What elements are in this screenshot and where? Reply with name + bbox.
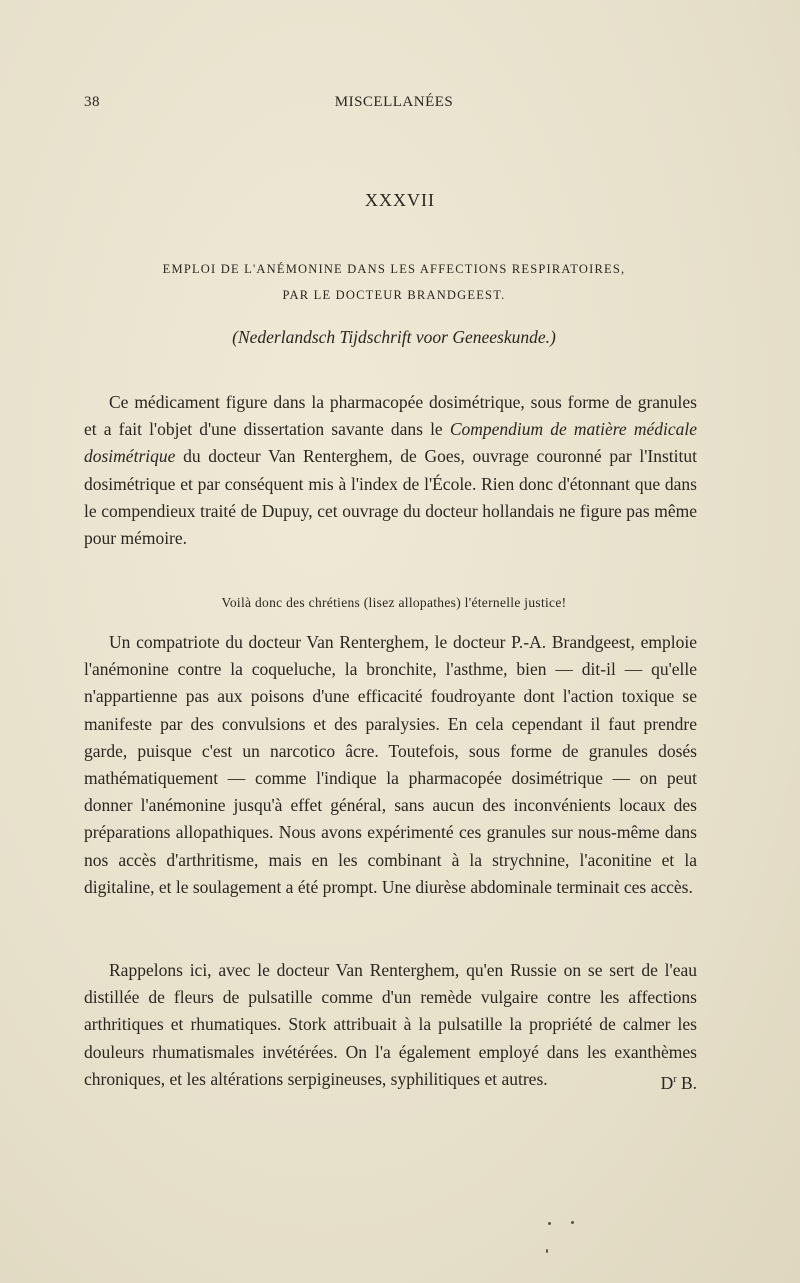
article-title (84, 256, 704, 308)
paragraph-1-text-a: Ce médicament figure dans la pharmacopée dosimétrique, sous forme de granules et a fait l'objet d'une dissertation savante dans le (84, 392, 697, 440)
article-title-line-1: EMPLOI DE L'ANÉMONINE DANS LES AFFECTIONS RESPIRATOIRES, (162, 262, 626, 276)
paragraph-1 (84, 389, 697, 552)
article-number: XXXVII (365, 190, 435, 210)
paragraph-2: Un compatriote du docteur Van Renterghem, le docteur P.-A. Brandgeest, emploie l'anémonine contre la coqueluche, la bronchite, l'asthme, bien — dit-il — qu'elle n'appartienne pas aux poisons d'une efficacité foudroyante dont l'action toxique se manifeste par des convulsions et des paralysies. En cela cependant il faut prendre garde, puisque c'est un narcotico âcre. Toutefois, sous forme de granules dosés mathématiquement — comme l'indique la pharmacopée dosimétrique — on peut donner l'anémonine jusqu'à effet général, sans aucun des inconvénients locaux des préparations allopathiques. Nous avons expérimenté ces granules sur nous-même dans nos accès d'arthritisme, mais en les combinant à la strychnine, l'aconitine et la digitaline, et le soulagement a été prompt. Une diurèse abdominale terminait ces accès. (84, 632, 697, 897)
paragraph-1-italic-title: Compendium de matière médicale dosimétrique (84, 419, 697, 467)
paragraph-1-text-b: du docteur Van Renterghem, de Goes, ouvrage couronné par l'Institut dosimétrique et par conséquent mis à l'index de l'École. Rien donc d'étonnant que dans le compendieux traité de Dupuy, cet ouvrage du docteur hollandais ne figure pas même pour mémoire. (84, 446, 697, 549)
article-source: (Nederlandsch Tijdschrift voor Geneeskunde.) (232, 327, 556, 347)
signature-superscript: r (673, 1073, 677, 1085)
signature-prefix: D (660, 1072, 674, 1093)
editorial-note: Voilà donc des chrétiens (lisez allopathes) l'éternelle justice! (221, 595, 567, 610)
paper-speck (571, 1221, 574, 1224)
paragraph-3-text: Rappelons ici, avec le docteur Van Renterghem, qu'en Russie on se sert de l'eau distillée de fleurs de pulsatille comme d'un remède vulgaire contre les affections arthritiques et rhumatiques. Stork attribuait à la pulsatille la propriété de calmer les douleurs rhumatismales invétérées. On l'a également employé dans les exanthèmes chroniques, et les altérations serpigineuses, syphilitiques et autres. (84, 960, 697, 1089)
paper-speck (548, 1222, 551, 1225)
signature-name: B. (676, 1072, 697, 1093)
article-title-line-2: PAR LE DOCTEUR BRANDGEEST. (282, 288, 506, 302)
page-number: 38 (84, 94, 100, 110)
running-title: MISCELLANÉES (334, 94, 454, 110)
paper-speck (546, 1249, 548, 1253)
page-header (84, 94, 704, 116)
signature (661, 1066, 697, 1097)
paragraph-3 (84, 957, 697, 1097)
